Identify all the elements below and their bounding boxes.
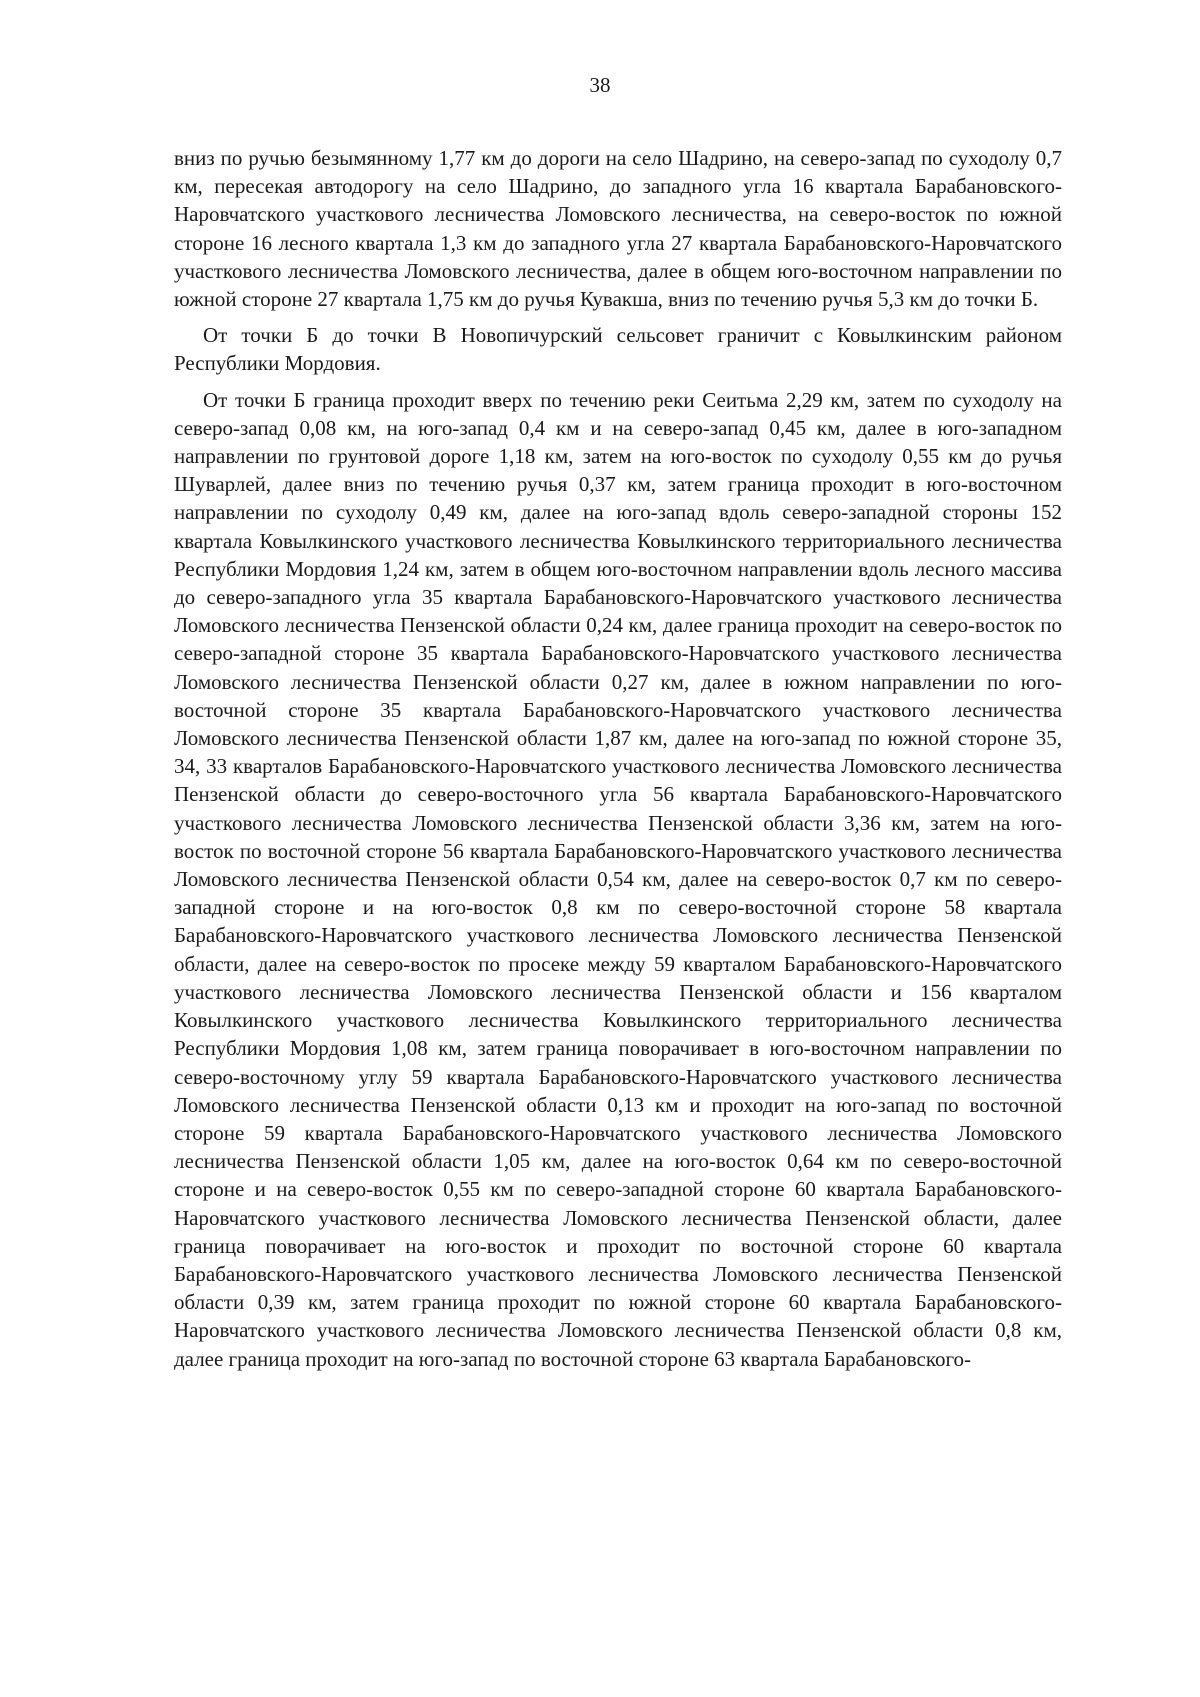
paragraph-boundary-description: От точки Б граница проходит вверх по течению реки Сеитьма 2,29 км, затем по суходолу на северо-запад 0,08 км, на юго-запад 0,4 км и на северо-запад 0,45 км, далее в юго-западном направлении по грунтовой дороге 1,18 км, затем на юго-восток по суходолу 0,55 км до ручья Шуварлей, далее вниз по течению ручья 0,37 км, затем граница проходит в юго-восточном направлении по суходолу 0,49 км, далее на юго-запад вдоль северо-западной стороны 152 квартала Ковылкинского участкового лесничества Ковылкинского территориального лесничества Республики Мордовия 1,24 км, затем в общем юго-восточном направлении вдоль лесного массива до северо-западного угла 35 квартала Барабановского-Наровчатского участкового лесничества Ломовского лесничества Пензенской области 0,24 км, далее граница проходит на северо-восток по северо-западной стороне 35 квартала Барабановского-Наровчатского участкового лесничества Ломовского лесничества Пензенской области 0,27 км, далее в южном направлении по юго-восточной стороне 35 квартала Барабановского-Наровчатского участкового лесничества Ломовского лесничества Пензенской области 1,87 км, далее на юго-запад по южной стороне 35, 34, 33 кварталов Барабановского-Наровчатского участкового лесничества Ломовского лесничества Пензенской области до северо-восточного угла 56 квартала Барабановского-Наровчатского участкового лесничества Ломовского лесничества Пензенской области 3,36 км, затем на юго-восток по восточной стороне 56 квартала Барабановского-Наровчатского участкового лесничества Ломовского лесничества Пензенской области 0,54 км, далее на северо-восток 0,7 км по северо-западной стороне и на юго-восток 0,8 км по северо-восточной стороне 58 квартала Барабановского-Наровчатского участкового лесничества Ломовского лесничества Пензенской области, далее на северо-восток по просеке между 59 кварталом Барабановского-Наровчатского участкового лесничества Ломовского лесничества Пензенской области и 156 кварталом Ковылкинского участкового лесничества Ковылкинского территориального лесничества Республики Мордовия 1,08 км, затем граница поворачивает в юго-восточном направлении по северо-восточному углу 59 квартала Барабановского-Наровчатского участкового лесничества Ломовского лесничества Пензенской области 0,13 км и проходит на юго-запад по восточной стороне 59 квартала Барабановского-Наровчатского участкового лесничества Ломовского лесничества Пензенской области 1,05 км, далее на юго-восток 0,64 км по северо-восточной стороне и на северо-восток 0,55 км по северо-западной стороне 60 квартала Барабановского-Наровчатского участкового лесничества Ломовского лесничества Пензенской области, далее граница поворачивает на юго-восток и проходит по восточной стороне 60 квартала Барабановского-Наровчатского участкового лесничества Ломовского лесничества Пензенской области 0,39 км, затем граница проходит по южной стороне 60 квартала Барабановского-Наровчатского участкового лесничества Ломовского лесничества Пензенской области 0,8 км, далее граница проходит на юго-запад по восточной стороне 63 квартала Барабановского- (174, 387, 1062, 1371)
page-number: 38 (589, 73, 611, 97)
paragraph-border-b-v: От точки Б до точки В Новопичурский сельсовет граничит с Ковылкинским районом Республики Мордовия. (174, 323, 1062, 376)
document-body (174, 144, 1062, 1381)
paragraph-continuation: вниз по ручью безымянному 1,77 км до дороги на село Шадрино, на северо-запад по суходолу 0,7 км, пересекая автодорогу на село Шадрино, до западного угла 16 квартала Барабановского-Наровчатского участкового лесничества Ломовского лесничества, на северо-восток по южной стороне 16 лесного квартала 1,3 км до западного угла 27 квартала Барабановского-Наровчатского участкового лесничества Ломовского лесничества, далее в общем юго-восточном направлении по южной стороне 27 квартала 1,75 км до ручья Кувакша, вниз по течению ручья 5,3 км до точки Б. (174, 146, 1062, 312)
